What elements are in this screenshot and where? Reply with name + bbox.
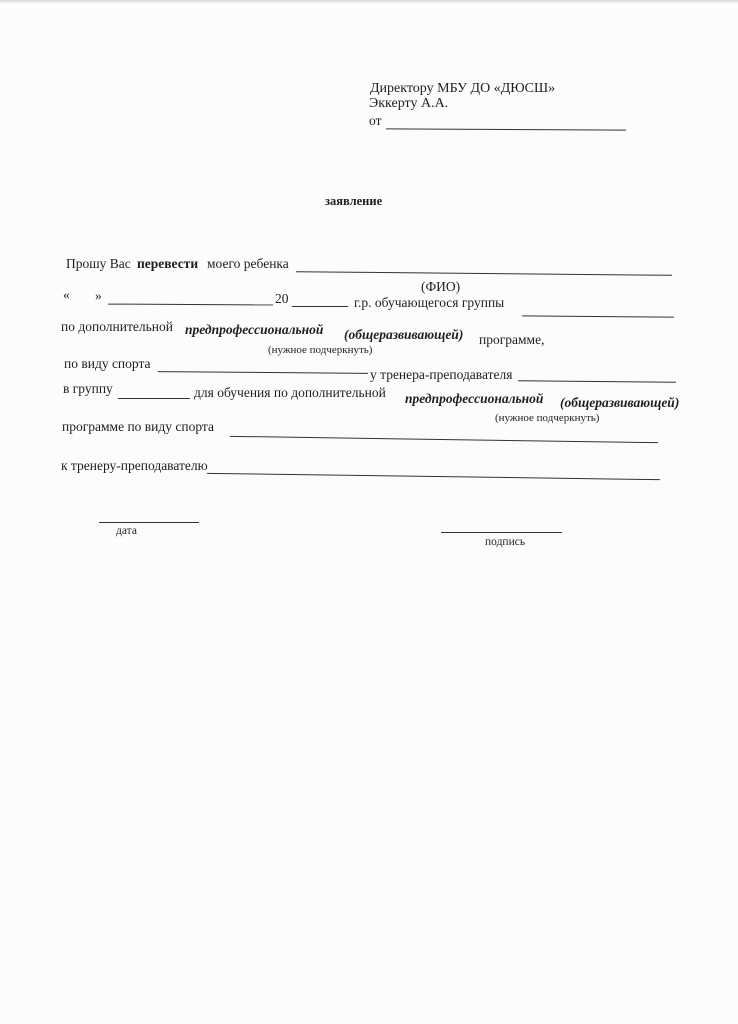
program-preprof2: предпрофессиональной (405, 391, 544, 406)
group-label: в группу (63, 381, 113, 396)
program-preprof: предпрофессиональной (185, 322, 324, 337)
birth-suffix: г.р. обучающегося группы (354, 295, 505, 310)
sport-label: по виду спорта (64, 356, 151, 371)
new-group-field-line[interactable] (118, 398, 190, 399)
fio-hint: (ФИО) (421, 279, 461, 294)
date-label: дата (116, 525, 137, 537)
underline-hint2: (нужное подчеркнуть) (495, 412, 600, 424)
scan-edge (0, 0, 738, 4)
program-sport-label: программе по виду спорта (62, 419, 214, 434)
program-general: (общеразвивающей) (344, 327, 464, 342)
request-suffix: моего ребенка (207, 256, 289, 271)
program-prefix: по дополнительной (61, 319, 173, 334)
program-suffix: программе, (479, 332, 545, 347)
trainer-field-line[interactable] (518, 380, 676, 382)
year-field-line[interactable] (292, 306, 348, 307)
year-prefix: 20 (275, 291, 289, 306)
from-label: от (369, 113, 382, 128)
document-title: заявление (325, 194, 383, 208)
quote-open: « (63, 287, 70, 302)
to-trainer-label: к тренеру-преподавателю (61, 458, 208, 473)
request-prefix: Прошу Вас (66, 256, 131, 271)
transfer-text: для обучения по дополнительной (194, 385, 386, 400)
date-field-line[interactable] (99, 522, 199, 523)
child-name-field-line[interactable] (296, 271, 672, 276)
birth-date-field-line[interactable] (108, 304, 273, 306)
program-sport-field-line[interactable] (230, 436, 658, 443)
sport-field-line[interactable] (158, 371, 368, 374)
request-verb: перевести (137, 256, 199, 271)
underline-hint: (нужное подчеркнуть) (268, 344, 373, 356)
program-general2: (общеразвивающей) (560, 395, 680, 410)
addressee-line2: Эккерту А.А. (369, 96, 449, 111)
addressee-line1: Директору МБУ ДО «ДЮСШ» (370, 81, 556, 96)
signature-field-line[interactable] (441, 532, 562, 533)
from-field-line[interactable] (386, 128, 626, 130)
to-trainer-field-line[interactable] (207, 473, 660, 480)
group-field-line[interactable] (522, 315, 674, 317)
signature-label: подпись (485, 536, 526, 548)
trainer-label: у тренера-преподавателя (370, 367, 513, 382)
quote-close: » (95, 288, 102, 303)
